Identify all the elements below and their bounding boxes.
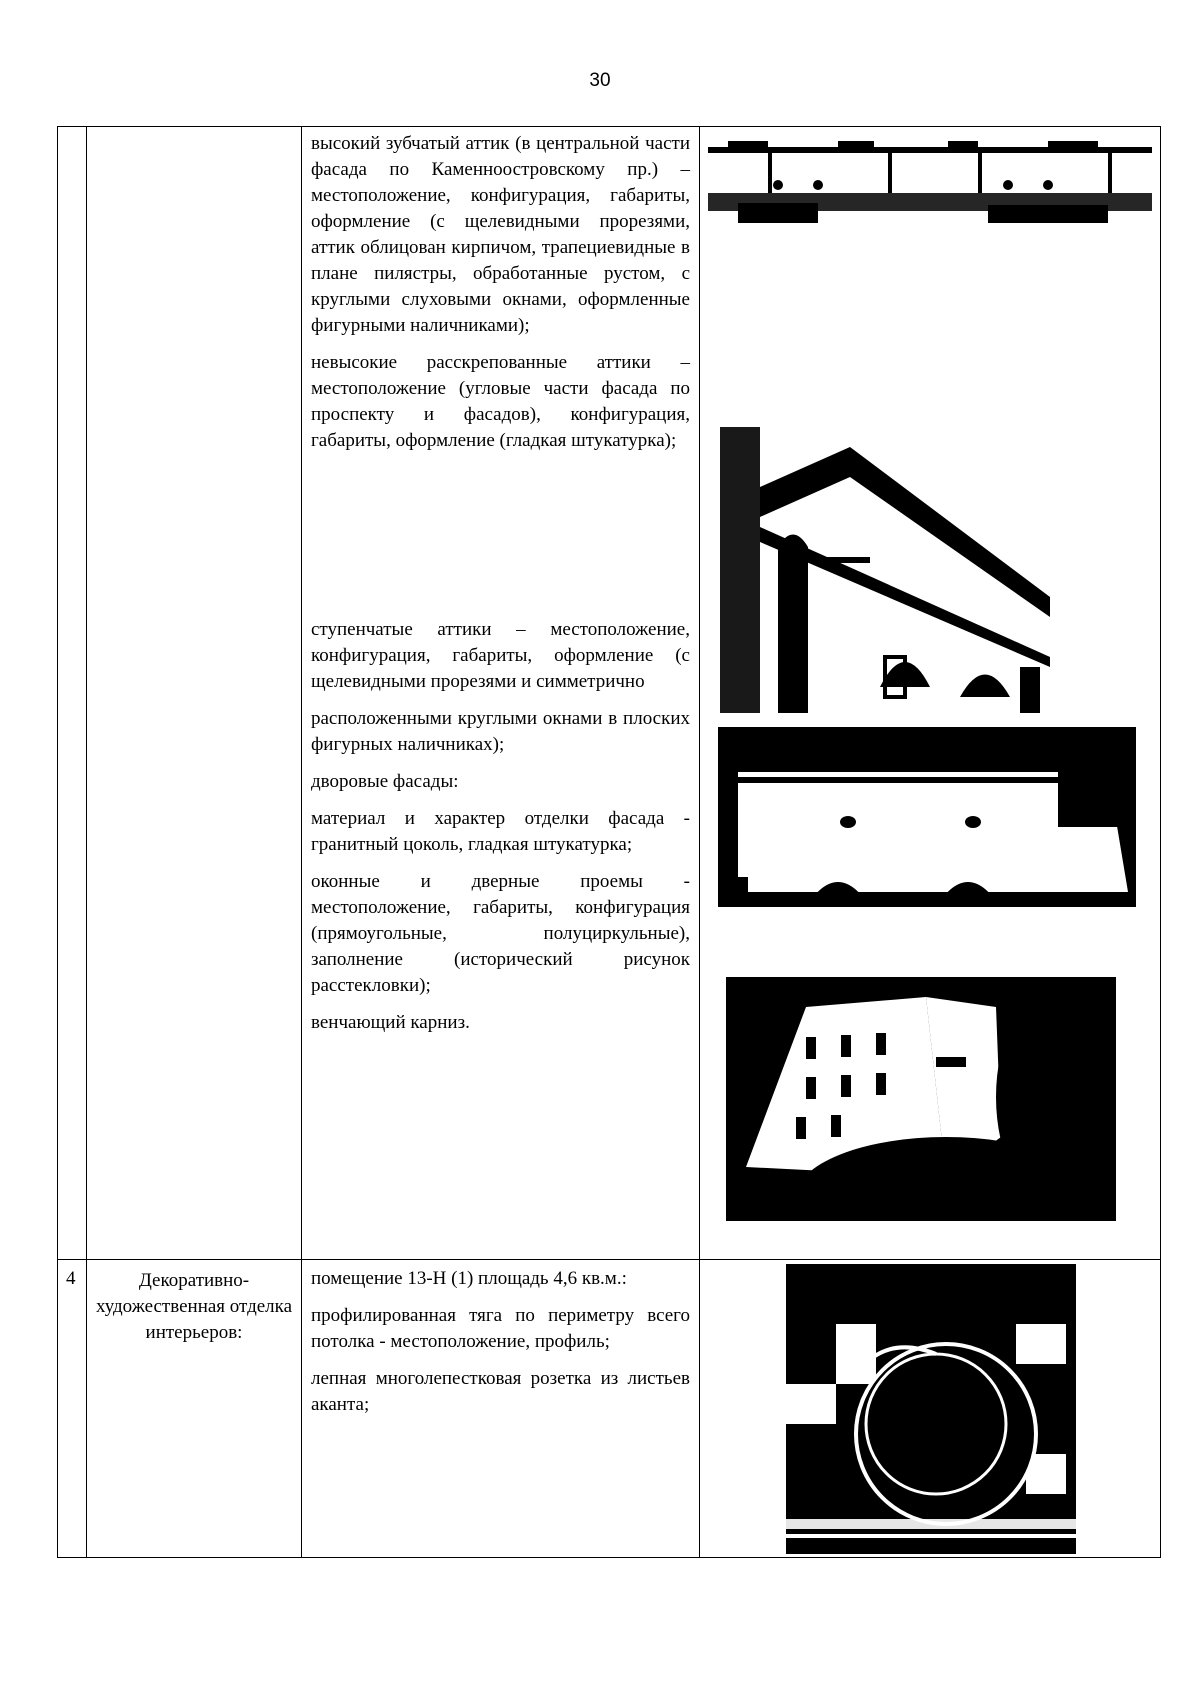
table-row	[58, 1260, 1161, 1558]
row-category: Декоративно-художественная отделка интерьеров:	[87, 1260, 302, 1558]
feature-item: лепная многолепестковая розетка из листьев аканта;	[311, 1368, 690, 1415]
feature-item: ступенчатые аттики – местоположение, конфигурация, габариты, оформление (с щелевидными прорезями и симметрично	[311, 619, 690, 692]
photo-column	[700, 1260, 1161, 1558]
feature-item: материал и характер отделки фасада - гранитный цоколь, гладкая штукатурка;	[311, 808, 690, 855]
row-number	[58, 127, 87, 1260]
page-number: 30	[589, 70, 611, 91]
row-items	[302, 127, 700, 1260]
rosette-photo	[786, 1264, 1076, 1554]
feature-item: профилированная тяга по периметру всего потолка - местоположение, профиль;	[311, 1305, 690, 1352]
courtyard-facade-photo	[726, 977, 1116, 1221]
stepped-attic-photo	[718, 727, 1136, 907]
row-category	[87, 127, 302, 1260]
feature-item: оконные и дверные проемы - местоположение, габариты, конфигурация (прямоугольные, полуциркульные), заполнение (исторический рисунок расстекловки);	[311, 871, 690, 996]
feature-item: расположенными круглыми окнами в плоских фигурных наличниках);	[311, 708, 690, 755]
row-items	[302, 1260, 700, 1558]
table-row	[58, 127, 1161, 1260]
photo-column	[700, 127, 1161, 1260]
feature-item: дворовые фасады:	[311, 771, 459, 792]
feature-item: невысокие расскрепованные аттики – местоположение (угловые части фасада по проспекту и фасадов), конфигурация, габариты, оформление (гладкая штукатурка);	[311, 352, 690, 451]
feature-item: венчающий карниз.	[311, 1012, 470, 1033]
attic-photo	[708, 133, 1152, 223]
feature-item: помещение 13-Н (1) площадь 4,6 кв.м.:	[311, 1268, 627, 1289]
feature-item: высокий зубчатый аттик (в центральной части фасада по Каменноостровскому пр.) – местоположение, конфигурация, габариты, оформление (с щелевидными прорезями, аттик облицован кирпичом, трапециевидные в плане пилястры, обработанные рустом, с круглыми слуховыми окнами, оформленные фигурными наличниками);	[311, 133, 690, 336]
row-number: 4	[58, 1260, 87, 1558]
protected-features-table	[57, 126, 1161, 1558]
corner-attic-photo	[720, 427, 1080, 713]
